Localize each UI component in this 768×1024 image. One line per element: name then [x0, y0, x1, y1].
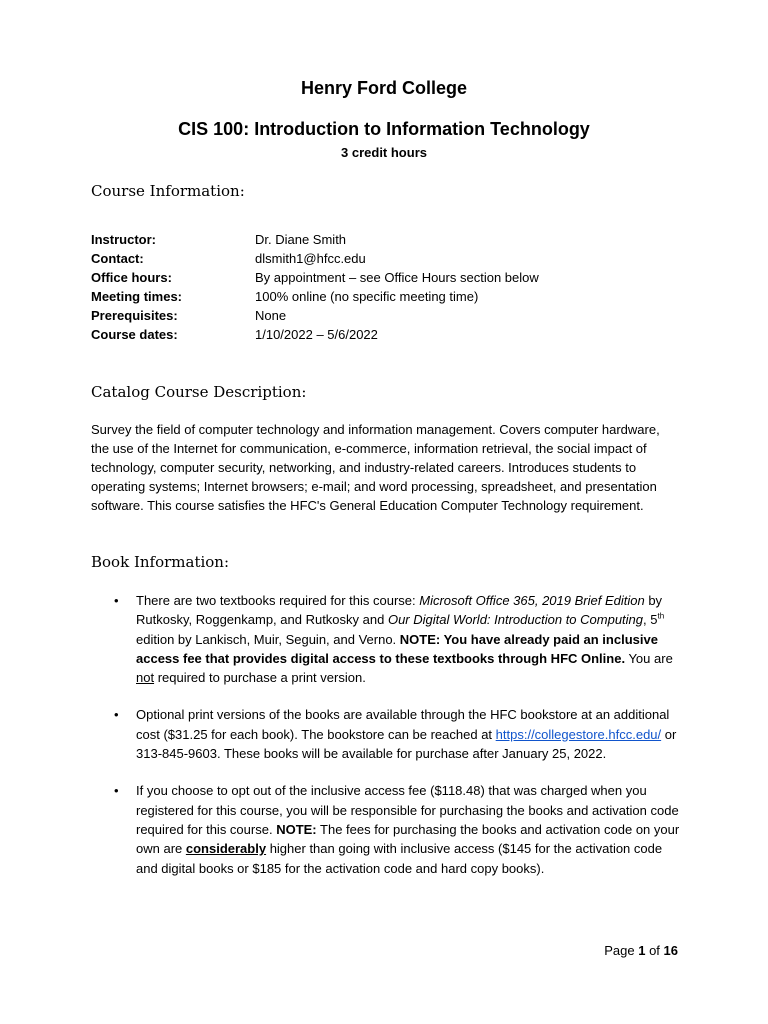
info-label: Office hours: — [91, 270, 172, 285]
info-label: Course dates: — [91, 327, 178, 342]
bullet-icon: • — [114, 707, 119, 723]
info-row-meeting-times — [91, 287, 539, 306]
bullet-icon: • — [114, 783, 119, 799]
bullet-icon: • — [114, 593, 119, 608]
info-value: None — [255, 308, 287, 323]
catalog-description: Survey the field of computer technology and information management. Covers computer hardware, the use of the Internet for communication, e-commerce, information retrieval, the social impact of technology, computer security, networking, and industry-related careers. Introduces students to operating systems; Internet browsers; e-mail; and word processing, spreadsheet, and presentation software. This course satisfies the HFC's General Education Computer Technology requirement. — [91, 422, 660, 513]
book-info-heading: Book Information: — [91, 553, 230, 571]
info-label: Prerequisites: — [91, 308, 178, 323]
info-label: Instructor: — [91, 232, 156, 247]
book-info-list — [91, 591, 681, 896]
info-value: 100% online (no specific meeting time) — [255, 289, 479, 304]
course-info-heading: Course Information: — [91, 182, 245, 200]
list-item-text: If you choose to opt out of the inclusive access fee ($118.48) that was charged when you registered for this course, you will be responsible for purchasing the books and activation code required for this course. NOTE: The fees for purchasing the books and activation code on your own are considerably higher than going with inclusive access ($145 for the activation code and digital books or $185 for the activation code and hard copy books). — [136, 783, 680, 876]
list-item-text: There are two textbooks required for this course: Microsoft Office 365, 2019 Brief Edition by Rutkosky, Roggenkamp, and Rutkosky and Our Digital World: Introduction to Computing, 5th edition by Lankisch, Muir, Seguin, and Verno. NOTE: You have already paid an inclusive access fee that provides digital access to these textbooks through HFC Online. You are not required to purchase a print version. — [136, 593, 673, 686]
info-row-instructor — [91, 230, 539, 249]
bookstore-link[interactable]: https://collegestore.hfcc.edu/ — [495, 726, 662, 742]
list-item — [91, 591, 681, 687]
list-item — [91, 705, 681, 763]
contact-email: dlsmith1@hfcc.edu — [255, 251, 366, 266]
info-value: By appointment – see Office Hours section below — [255, 270, 539, 285]
catalog-heading: Catalog Course Description: — [91, 383, 307, 401]
info-row-contact — [91, 249, 539, 268]
info-label: Meeting times: — [91, 289, 183, 304]
info-row-office-hours — [91, 268, 539, 287]
info-row-course-dates — [91, 325, 539, 344]
page-number: Page 1 of 16 — [604, 943, 678, 958]
list-item — [91, 781, 681, 877]
info-row-prerequisites — [91, 306, 539, 325]
info-label: Contact: — [91, 251, 144, 266]
course-info-table — [91, 230, 539, 344]
info-value: 1/10/2022 – 5/6/2022 — [255, 327, 378, 342]
course-title: CIS 100: Introduction to Information Technology — [178, 119, 590, 139]
list-item-text: Optional print versions of the books are available through the HFC bookstore at an additional cost ($31.25 for each book). The bookstore can be reached at https://collegestore.hfcc.edu/ or 313-845-9603. These books will be available for purchase after January 25, 2022. — [136, 707, 677, 762]
info-value: Dr. Diane Smith — [255, 232, 347, 247]
college-name: Henry Ford College — [300, 78, 468, 98]
credit-hours: 3 credit hours — [341, 145, 427, 160]
